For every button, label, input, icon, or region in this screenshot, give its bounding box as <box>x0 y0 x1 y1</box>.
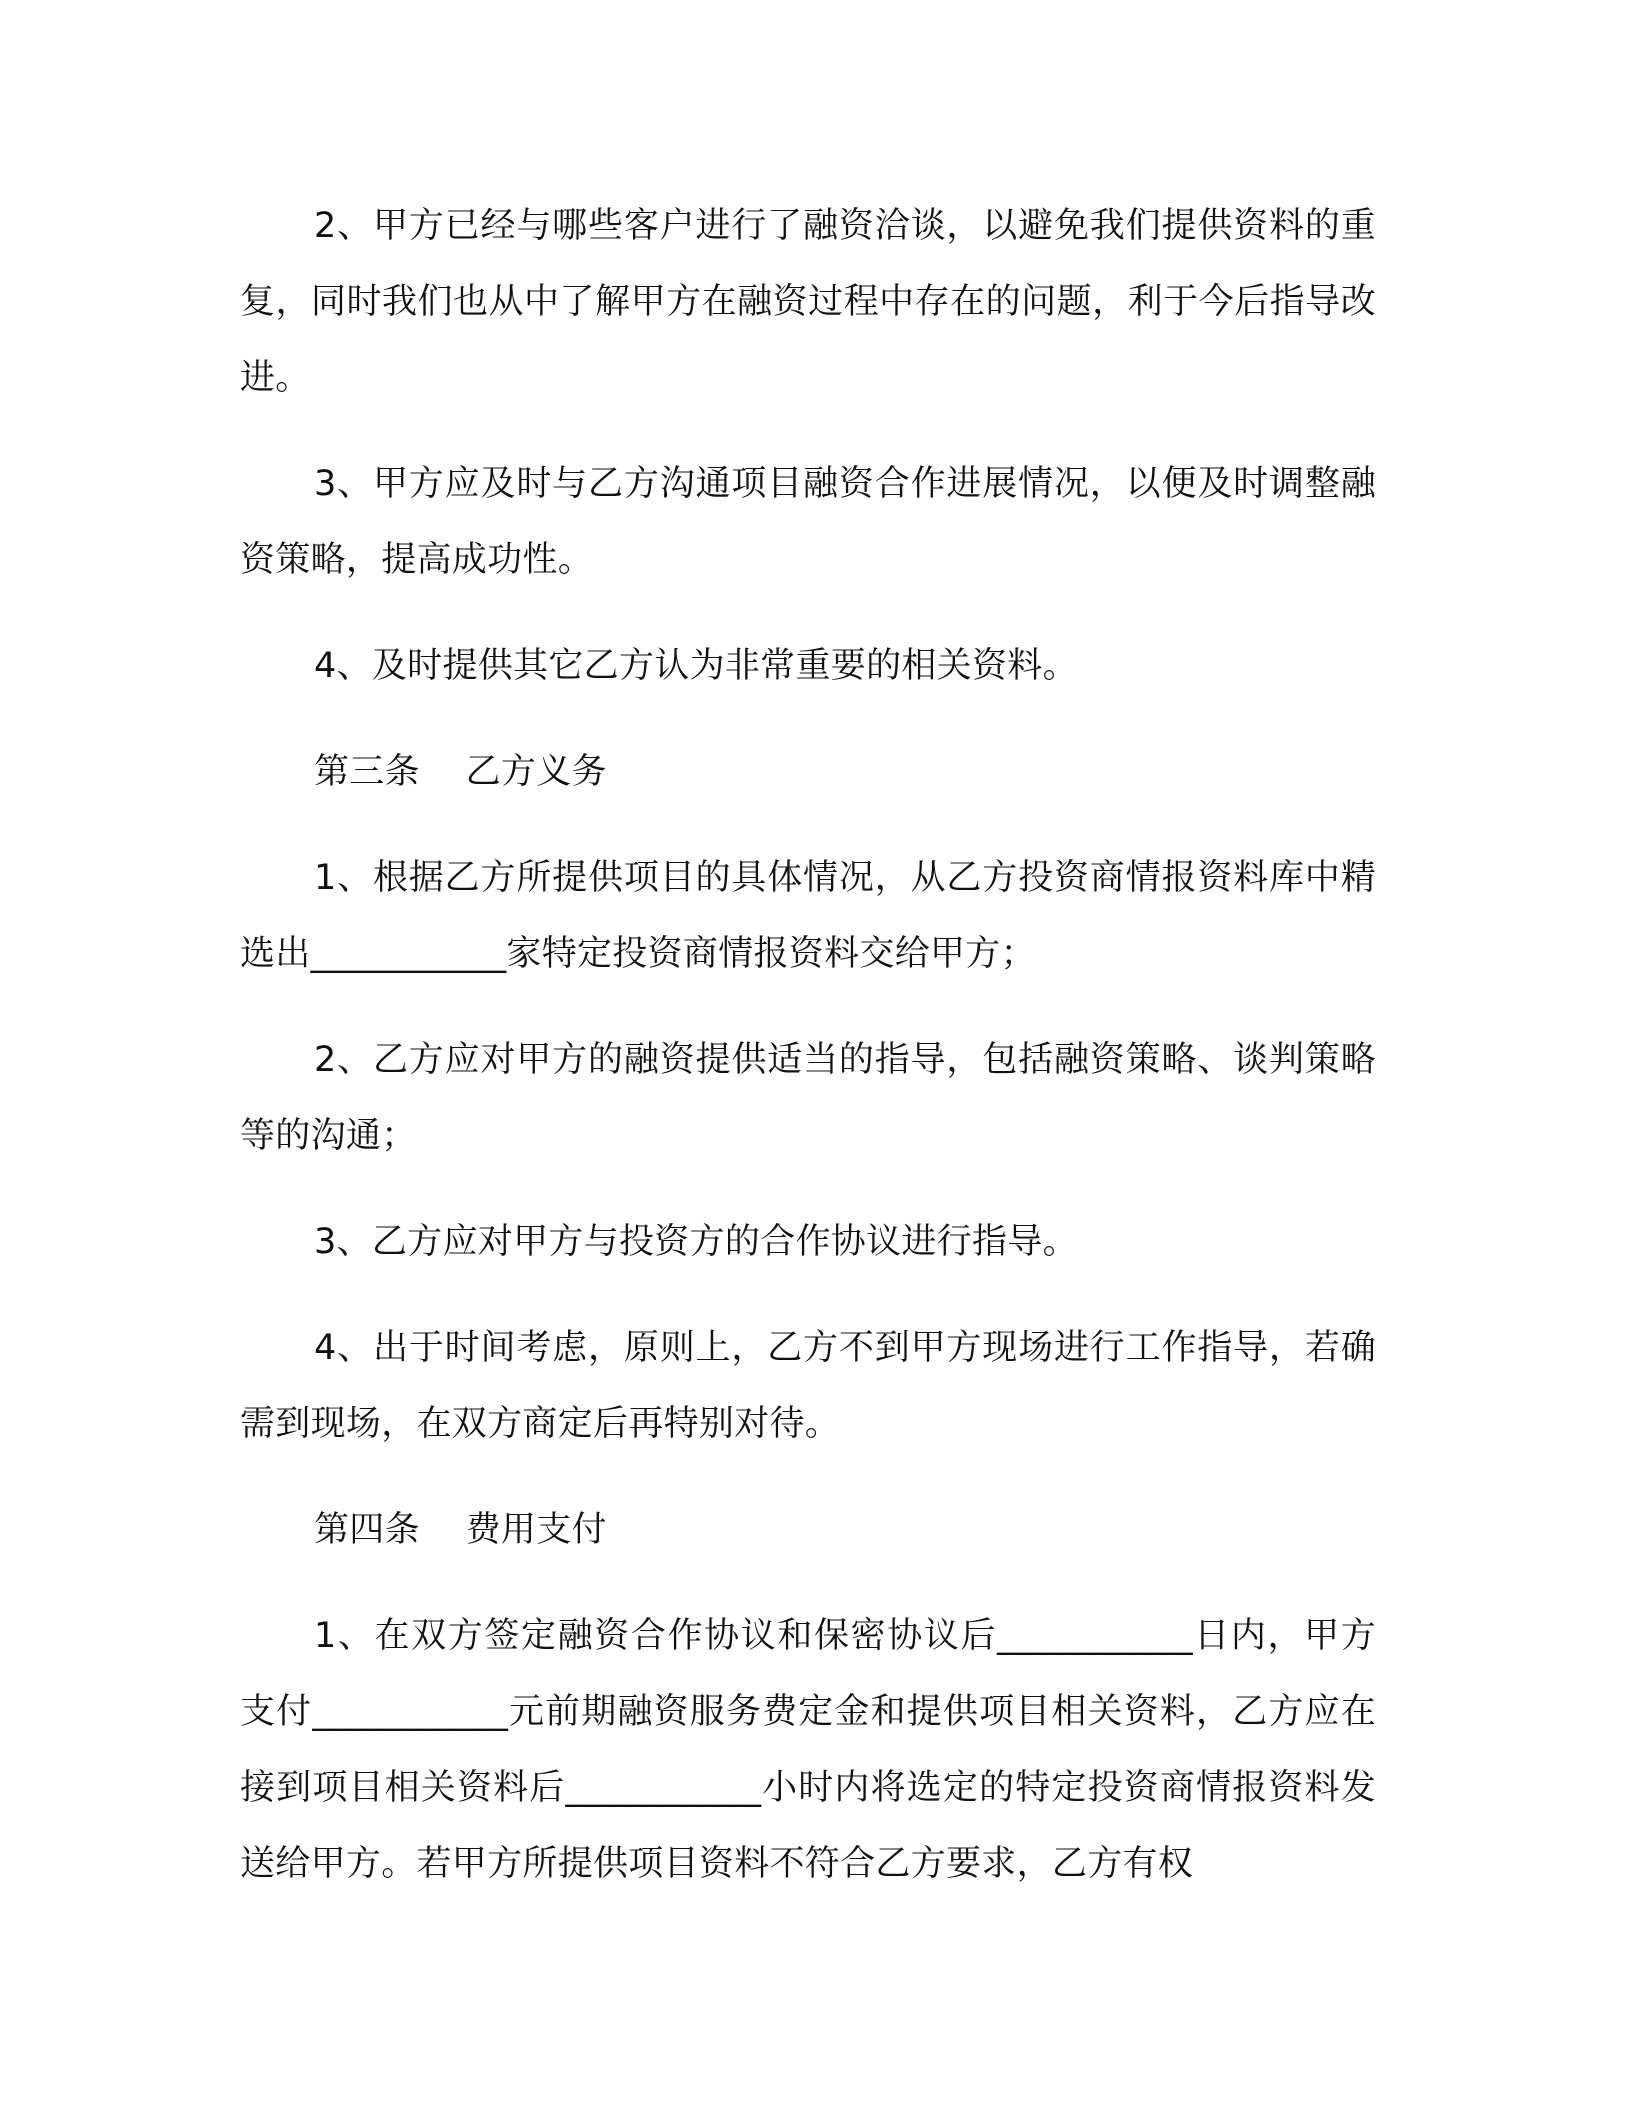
clause-paragraph-payment-1: 1、在双方签定融资合作协议和保密协议后___________日内，甲方支付___________元前期融资服务费定金和提供项目相关资料，乙方应在接到项目相关资料后___________小时内将选定的特定投资商情报资料发送给甲方。若甲方所提供项目资料不符合乙方要求，乙方有权 <box>240 1616 1376 1884</box>
clause-paragraph-party-a-2: 2、甲方已经与哪些客户进行了融资洽谈，以避免我们提供资料的重复，同时我们也从中了解甲方在融资过程中存在的问题，利于今后指导改进。 <box>240 206 1376 398</box>
clause-paragraph-party-b-4: 4、出于时间考虑，原则上，乙方不到甲方现场进行工作指导，若确需到现场，在双方商定后再特别对待。 <box>240 1328 1376 1444</box>
article-4-heading: 第四条 费用支付 <box>314 1510 607 1550</box>
clause-paragraph-party-a-4: 4、及时提供其它乙方认为非常重要的相关资料。 <box>314 646 1078 686</box>
clause-paragraph-party-b-2: 2、乙方应对甲方的融资提供适当的指导，包括融资策略、谈判策略等的沟通； <box>240 1040 1376 1156</box>
clause-paragraph-party-b-1: 1、根据乙方所提供项目的具体情况，从乙方投资商情报资料库中精选出___________家特定投资商情报资料交给甲方； <box>240 858 1376 974</box>
article-3-heading: 第三条 乙方义务 <box>314 752 607 792</box>
document-body <box>240 188 1376 1902</box>
clause-paragraph-party-a-3: 3、甲方应及时与乙方沟通项目融资合作进展情况，以便及时调整融资策略，提高成功性。 <box>240 464 1376 580</box>
clause-paragraph-party-b-3: 3、乙方应对甲方与投资方的合作协议进行指导。 <box>314 1222 1078 1262</box>
